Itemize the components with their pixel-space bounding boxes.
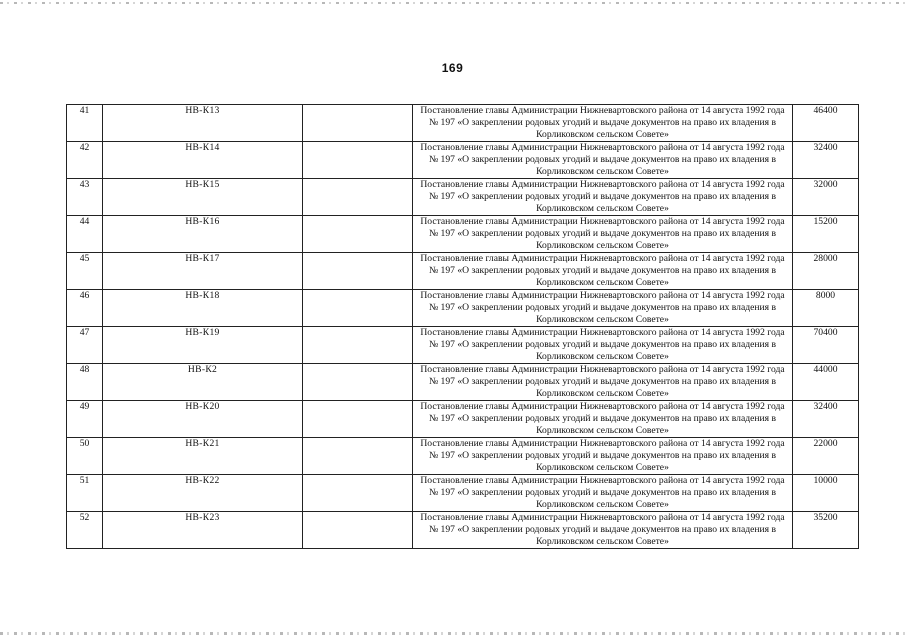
parcel-code-cell: НВ-К16 [103,216,303,253]
parcel-code-cell: НВ-К15 [103,179,303,216]
table-row [67,438,859,475]
blank-cell [303,105,413,142]
registry-table-body [67,105,859,549]
area-cell: 35200 [793,512,859,549]
legal-document-cell: Постановление главы Администрации Нижневартовского района от 14 августа 1992 года № 197 «О закреплении родовых угодий и выдаче документов на право их владения в Корликовском сельском Совете» [413,253,793,290]
blank-cell [303,253,413,290]
table-row [67,290,859,327]
table-row [67,327,859,364]
row-number-cell: 51 [67,475,103,512]
row-number-cell: 48 [67,364,103,401]
blank-cell [303,290,413,327]
table-row [67,253,859,290]
parcel-code-cell: НВ-К22 [103,475,303,512]
area-cell: 32400 [793,142,859,179]
row-number-cell: 50 [67,438,103,475]
area-cell: 32000 [793,179,859,216]
area-cell: 15200 [793,216,859,253]
row-number-cell: 52 [67,512,103,549]
blank-cell [303,327,413,364]
legal-document-cell: Постановление главы Администрации Нижневартовского района от 14 августа 1992 года № 197 «О закреплении родовых угодий и выдаче документов на право их владения в Корликовском сельском Совете» [413,179,793,216]
legal-document-cell: Постановление главы Администрации Нижневартовского района от 14 августа 1992 года № 197 «О закреплении родовых угодий и выдаче документов на право их владения в Корликовском сельском Совете» [413,142,793,179]
table-row [67,179,859,216]
legal-document-cell: Постановление главы Администрации Нижневартовского района от 14 августа 1992 года № 197 «О закреплении родовых угодий и выдаче документов на право их владения в Корликовском сельском Совете» [413,475,793,512]
legal-document-cell: Постановление главы Администрации Нижневартовского района от 14 августа 1992 года № 197 «О закреплении родовых угодий и выдаче документов на право их владения в Корликовском сельском Совете» [413,401,793,438]
legal-document-cell: Постановление главы Администрации Нижневартовского района от 14 августа 1992 года № 197 «О закреплении родовых угодий и выдаче документов на право их владения в Корликовском сельском Совете» [413,364,793,401]
row-number-cell: 47 [67,327,103,364]
area-cell: 28000 [793,253,859,290]
parcel-code-cell: НВ-К14 [103,142,303,179]
parcel-code-cell: НВ-К23 [103,512,303,549]
row-number-cell: 43 [67,179,103,216]
blank-cell [303,401,413,438]
row-number-cell: 41 [67,105,103,142]
row-number-cell: 42 [67,142,103,179]
area-cell: 22000 [793,438,859,475]
table-row [67,364,859,401]
table-row [67,105,859,142]
parcel-code-cell: НВ-К13 [103,105,303,142]
blank-cell [303,142,413,179]
blank-cell [303,179,413,216]
area-cell: 46400 [793,105,859,142]
parcel-code-cell: НВ-К17 [103,253,303,290]
blank-cell [303,438,413,475]
table-row [67,512,859,549]
blank-cell [303,512,413,549]
parcel-code-cell: НВ-К19 [103,327,303,364]
scan-edge-bottom [0,632,905,635]
area-cell: 70400 [793,327,859,364]
legal-document-cell: Постановление главы Администрации Нижневартовского района от 14 августа 1992 года № 197 «О закреплении родовых угодий и выдаче документов на право их владения в Корликовском сельском Совете» [413,512,793,549]
area-cell: 44000 [793,364,859,401]
blank-cell [303,475,413,512]
table-row [67,216,859,253]
legal-document-cell: Постановление главы Администрации Нижневартовского района от 14 августа 1992 года № 197 «О закреплении родовых угодий и выдаче документов на право их владения в Корликовском сельском Совете» [413,290,793,327]
area-cell: 8000 [793,290,859,327]
table-row [67,401,859,438]
row-number-cell: 46 [67,290,103,327]
parcel-code-cell: НВ-К2 [103,364,303,401]
legal-document-cell: Постановление главы Администрации Нижневартовского района от 14 августа 1992 года № 197 «О закреплении родовых угодий и выдаче документов на право их владения в Корликовском сельском Совете» [413,327,793,364]
legal-document-cell: Постановление главы Администрации Нижневартовского района от 14 августа 1992 года № 197 «О закреплении родовых угодий и выдаче документов на право их владения в Корликовском сельском Совете» [413,216,793,253]
page-number: 169 [441,61,464,75]
table-row [67,142,859,179]
legal-document-cell: Постановление главы Администрации Нижневартовского района от 14 августа 1992 года № 197 «О закреплении родовых угодий и выдаче документов на право их владения в Корликовском сельском Совете» [413,438,793,475]
area-cell: 32400 [793,401,859,438]
area-cell: 10000 [793,475,859,512]
blank-cell [303,216,413,253]
legal-document-cell: Постановление главы Администрации Нижневартовского района от 14 августа 1992 года № 197 «О закреплении родовых угодий и выдаче документов на право их владения в Корликовском сельском Совете» [413,105,793,142]
blank-cell [303,364,413,401]
scan-edge-top [0,2,905,4]
table-row [67,475,859,512]
parcel-code-cell: НВ-К21 [103,438,303,475]
parcel-code-cell: НВ-К20 [103,401,303,438]
registry-table [66,104,859,549]
parcel-code-cell: НВ-К18 [103,290,303,327]
row-number-cell: 44 [67,216,103,253]
row-number-cell: 45 [67,253,103,290]
row-number-cell: 49 [67,401,103,438]
